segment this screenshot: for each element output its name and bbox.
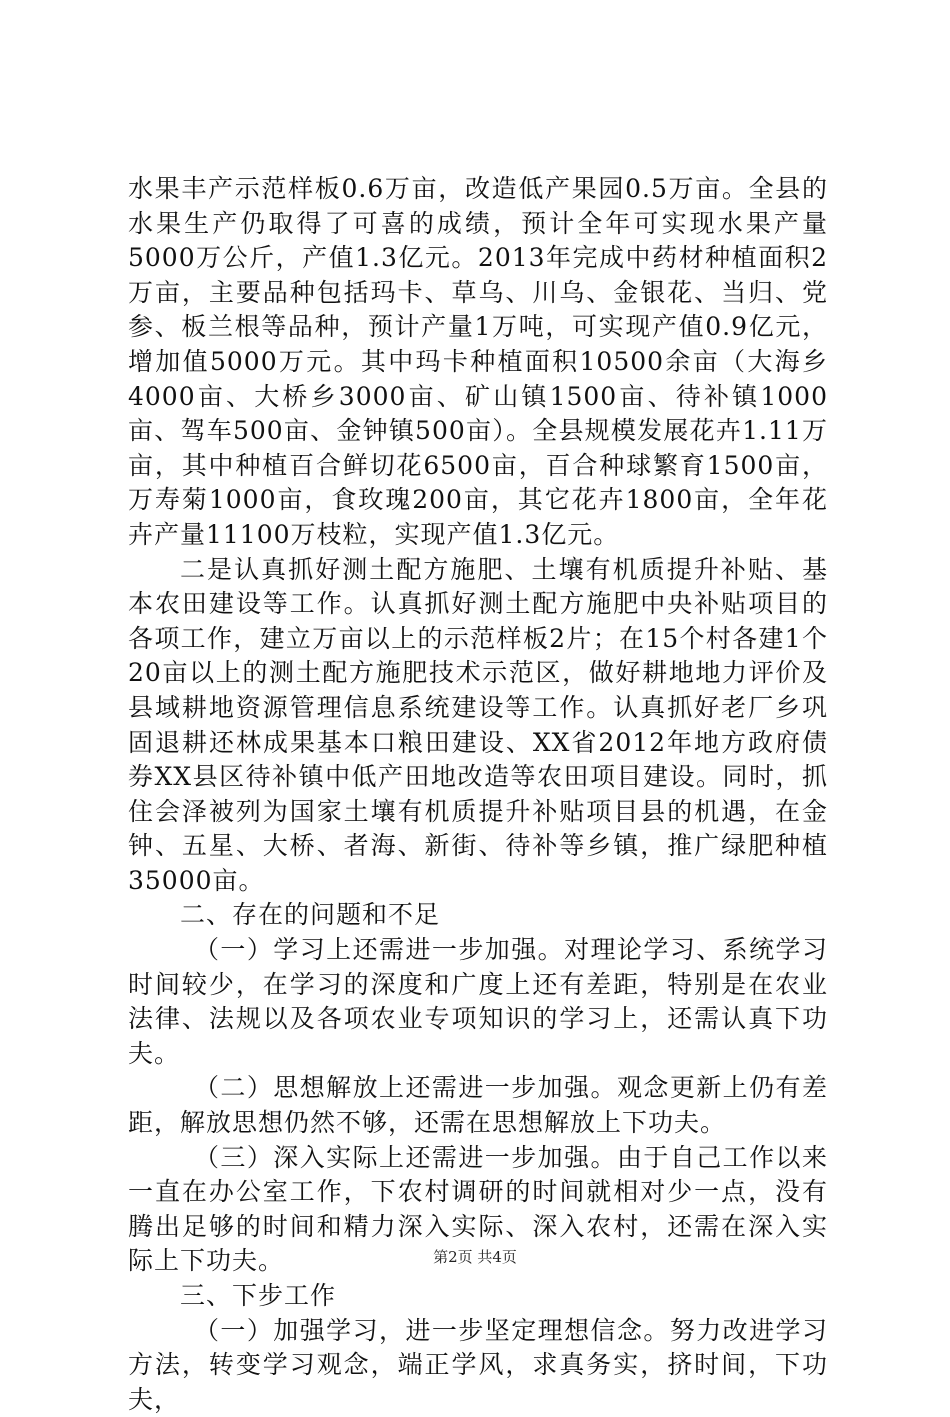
paragraph-problem-2: （二）思想解放上还需进一步加强。观念更新上仍有差距，解放思想仍然不够，还需在思想解放上下功夫。: [128, 1073, 828, 1138]
document-body: [128, 172, 828, 1417]
page-footer: 第2页 共4页: [433, 1248, 517, 1266]
paragraph-continued: 水果丰产示范样板0.6万亩，改造低产果园0.5万亩。全县的水果生产仍取得了可喜的成绩，预计全年可实现水果产量5000万公斤，产值1.3亿元。2013年完成中药材种植面积2万亩，主要品种包括玛卡、草乌、川乌、金银花、当归、党参、板兰根等品种，预计产量1万吨，可实现产值0.9亿元，增加值5000万元。其中玛卡种植面积10500余亩（大海乡4000亩、大桥乡3000亩、矿山镇1500亩、待补镇1000亩、驾车500亩、金钟镇500亩）。全县规模发展花卉1.11万亩，其中种植百合鲜切花6500亩，百合种球繁育1500亩，万寿菊1000亩，食玫瑰200亩，其它花卉1800亩，全年花卉产量11100万枝粒，实现产值1.3亿元。: [128, 174, 828, 549]
section-heading-problems: 二、存在的问题和不足: [180, 900, 441, 930]
paragraph-problem-1: （一）学习上还需进一步加强。对理论学习、系统学习时间较少，在学习的深度和广度上还有差距，特别是在农业法律、法规以及各项农业专项知识的学习上，还需认真下功夫。: [128, 935, 828, 1068]
paragraph-problem-3: （三）深入实际上还需进一步加强。由于自己工作以来一直在办公室工作，下农村调研的时间就相对少一点，没有腾出足够的时间和精力深入实际、深入农村，还需在深入实际上下功夫。: [128, 1142, 828, 1276]
paragraph-soil-fertilizer: 二是认真抓好测土配方施肥、土壤有机质提升补贴、基本农田建设等工作。认真抓好测土配方施肥中央补贴项目的各项工作，建立万亩以上的示范样板2片；在15个村各建1个20亩以上的测土配方施肥技术示范区，做好耕地地力评价及县域耕地资源管理信息系统建设等工作。认真抓好老厂乡巩固退耕还林成果基本口粮田建设、XX省2012年地方政府债券XX县区待补镇中低产田地改造等农田项目建设。同时，抓住会泽被列为国家土壤有机质提升补贴项目县的机遇，在金钟、五星、大桥、者海、新街、待补等乡镇，推广绿肥种植35000亩。: [128, 554, 828, 895]
section-heading-next-steps: 三、下步工作: [180, 1281, 337, 1310]
paragraph-next-step-1: （一）加强学习，进一步坚定理想信念。努力改进学习方法，转变学习观念，端正学风，求真务实，挤时间，下功夫，: [128, 1315, 828, 1414]
